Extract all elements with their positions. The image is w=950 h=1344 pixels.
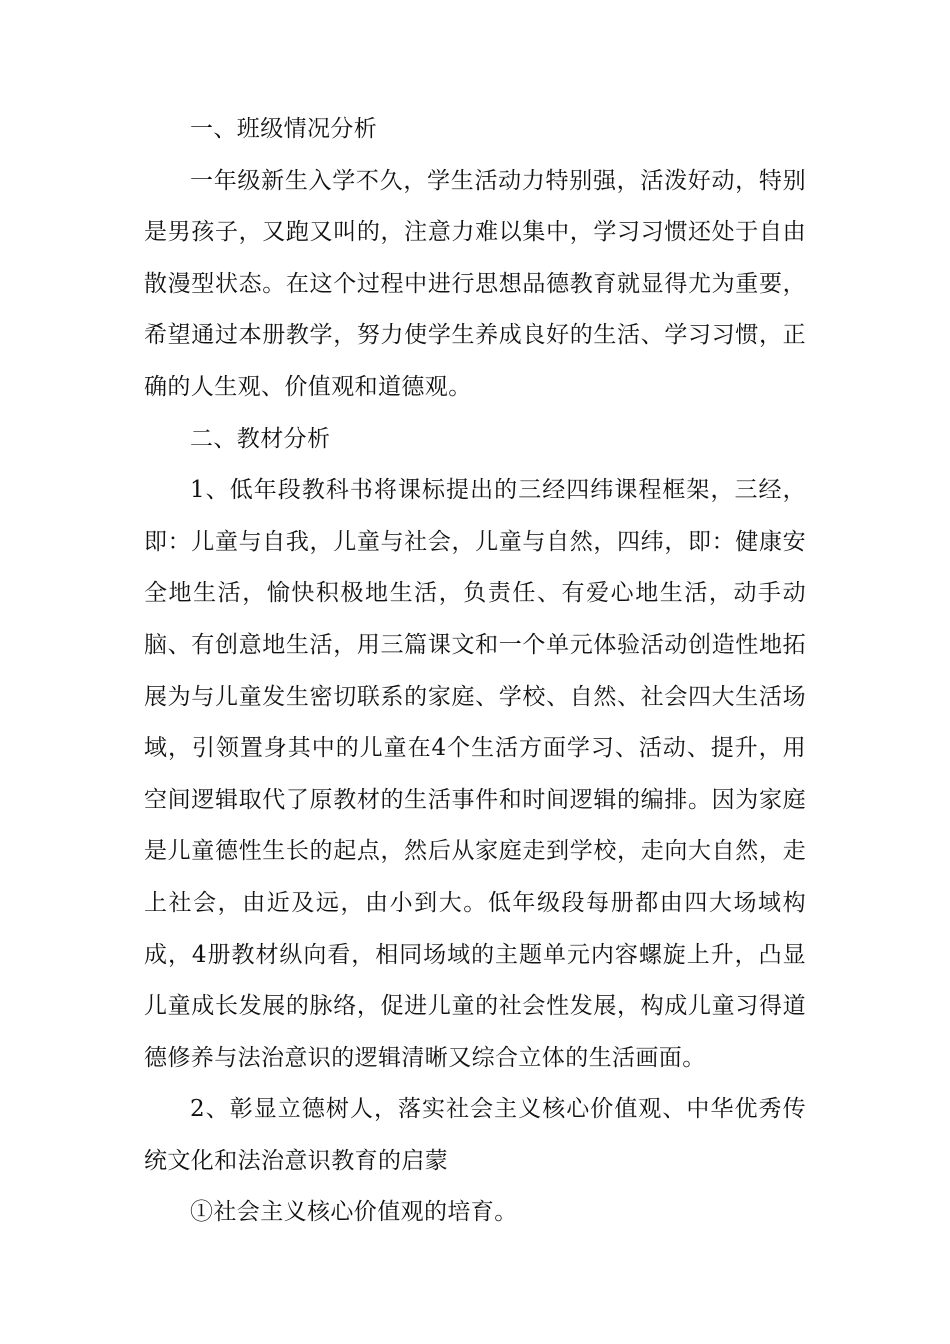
paragraph-textbook-framework: 1、低年段教科书将课标提出的三经四纬课程框架，三经，即：儿童与自我，儿童与社会，儿童与自然，四纬，即：健康安全地生活，愉快积极地生活，负责任、有爱心地生活，动手动脑、有创意地生活，用三篇课文和一个单元体验活动创造性地拓展为与儿童发生密切联系的家庭、学校、自然、社会四大生活场域，引领置身其中的儿童在4个生活方面学习、活动、提升，用空间逻辑取代了原教材的生活事件和时间逻辑的编排。因为家庭是儿童德性生长的起点，然后从家庭走到学校，走向大自然，走上社会，由近及远，由小到大。低年级段每册都由四大场域构成，4册教材纵向看，相同场域的主题单元内容螺旋上升，凸显儿童成长发展的脉络，促进儿童的社会性发展，构成儿童习得道德修养与法治意识的逻辑清晰又综合立体的生活画面。	[144, 477, 806, 1071]
section-heading-class-analysis: 一、班级情况分析	[190, 116, 378, 142]
section-heading-textbook-analysis: 二、教材分析	[190, 425, 331, 452]
list-item-core-values: ①社会主义核心价值观的培育。	[190, 1199, 518, 1226]
paragraph-class-analysis: 一年级新生入学不久，学生活动力特别强，活泼好动，特别是男孩子，又跑又叫的，注意力难以集中，学习习惯还处于自由散漫型状态。在这个过程中进行思想品德教育就显得尤为重要，希望通过本册教学，努力使学生养成良好的生活、学习习惯，正确的人生观、价值观和道德观。	[144, 167, 806, 400]
paragraph-moral-education: 2、彰显立德树人，落实社会主义核心价值观、中华优秀传统文化和法治意识教育的启蒙	[144, 1096, 806, 1174]
document-body	[144, 104, 806, 1239]
